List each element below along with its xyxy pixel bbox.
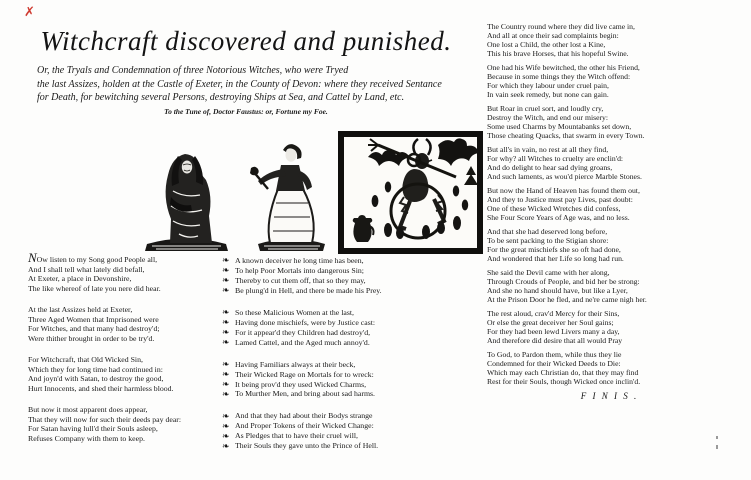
- poem-line-text: At the last Assizes held at Exeter,: [28, 305, 133, 314]
- poem-line-text: As Pledges that to have their cruel will,: [235, 431, 358, 441]
- poem-line: [487, 31, 732, 40]
- fleuron-ornament-icon: ❧: [222, 378, 230, 389]
- poem-line-text: To Murther Men, and bring about sad harms.: [235, 389, 375, 399]
- fleuron-ornament-icon: ❧: [222, 369, 230, 380]
- fleuron-ornament-icon: ❧: [222, 265, 230, 276]
- subtitle-line: the last Assizes, holden at the Castle of Exeter, in the County of Devon: where they received Sentance: [37, 78, 442, 90]
- poem-line: [487, 81, 732, 90]
- poem-line: [487, 49, 732, 58]
- poem-line-text: One had his Wife bewitched, the other his Friend,: [487, 63, 640, 72]
- poem-line: [222, 389, 394, 399]
- poem-line: [222, 338, 394, 348]
- poem-line: [487, 122, 732, 131]
- poem-line: [28, 374, 223, 384]
- poem-line: [28, 365, 223, 375]
- devil-scene-woodcut-icon: [338, 131, 483, 254]
- fleuron-ornament-icon: ❧: [222, 440, 230, 451]
- poem-line-text: It being prov'd they used Wicked Charms,: [235, 379, 367, 389]
- poem-line: [28, 334, 223, 344]
- poem-line-text: To be sent packing to the Stigian shore:: [487, 236, 609, 245]
- poem-line-text: Because in some things they the Witch offend:: [487, 72, 631, 81]
- jug-icon: [353, 215, 374, 242]
- poem-line-text: And she no hand should have, but like a Lyer,: [487, 286, 628, 295]
- poem-line-text: And joyn'd with Satan, to destroy the good,: [28, 374, 164, 383]
- poem-line: [487, 154, 732, 163]
- finis-label: F I N I S .: [580, 391, 639, 401]
- poem-line-text: For which they labour under cruel pain,: [487, 81, 609, 90]
- poem-line: [487, 172, 732, 181]
- poem-line-text: Or else the great deceiver her Soul gains;: [487, 318, 614, 327]
- poem-line: [222, 360, 394, 370]
- poem-line-text: Lamed Cattel, and the Aged much annoy'd.: [235, 337, 370, 347]
- poem-line: [487, 254, 732, 263]
- witch-with-distaff-woodcut-icon: [248, 137, 333, 255]
- poem-column-middle: [222, 256, 394, 463]
- poem-stanza: [222, 256, 394, 296]
- poem-line-text: Some used Charms by Mountabanks set down,: [487, 122, 632, 131]
- poem-line-text: And I shall tell what lately did befall,: [28, 264, 145, 274]
- poem-line-text: Refuses Company with them to keep.: [28, 433, 145, 443]
- poem-line: [28, 305, 223, 315]
- poem-stanza: [222, 360, 394, 400]
- poem-line-text: Having Familiars always at their beck,: [235, 359, 356, 369]
- poem-line: [487, 131, 732, 140]
- poem-line-text: The Country round where they did live came in,: [487, 22, 635, 31]
- poem-line: [487, 204, 732, 213]
- poem-column-left: [28, 250, 223, 455]
- poem-line: [487, 104, 732, 113]
- poem-line-text: But Roar in cruel sort, and loudly cry,: [487, 104, 604, 113]
- poem-line: [487, 40, 732, 49]
- fleuron-ornament-icon: ❧: [222, 327, 230, 338]
- fleuron-ornament-icon: ❧: [222, 420, 230, 431]
- fleuron-ornament-icon: ❧: [222, 388, 230, 399]
- poem-line: [28, 434, 223, 444]
- poem-line-text: And all at once their sad complaints begin:: [487, 31, 619, 40]
- poem-stanza: [28, 355, 223, 393]
- poem-stanza: [28, 250, 223, 293]
- poem-line: [222, 421, 394, 431]
- poem-line-text: NOw listen to my Song good People all,: [28, 250, 158, 265]
- poem-line: [28, 315, 223, 325]
- poem-line: [487, 90, 732, 99]
- poem-line-text: And such laments, as wou'd pierce Marble Stones.: [487, 172, 642, 181]
- poem-line-text: But all's in vain, no rest at all they find,: [487, 145, 609, 154]
- poem-line: [487, 268, 732, 277]
- poem-line-text: Those cheating Quacks, that swarm in every Town.: [487, 131, 645, 140]
- fleuron-ornament-icon: ❧: [222, 359, 230, 370]
- poem-line: [222, 256, 394, 266]
- poem-line: [487, 277, 732, 286]
- poem-line-text: Destroy the Witch, and end our misery:: [487, 113, 609, 122]
- poem-line: [28, 274, 223, 284]
- fleuron-ornament-icon: ❧: [222, 255, 230, 266]
- poem-line: [222, 411, 394, 421]
- poem-line: [487, 145, 732, 154]
- poem-line: [487, 186, 732, 195]
- poem-line-text: And therefore did desire that all would Pray: [487, 336, 623, 345]
- poem-line: [487, 213, 732, 222]
- poem-stanza: [222, 308, 394, 348]
- poem-line: [487, 236, 732, 245]
- fleuron-ornament-icon: ❧: [222, 317, 230, 328]
- poem-line-text: To God, to Pardon them, while thus they lie: [487, 350, 622, 359]
- poem-line: [28, 265, 223, 275]
- poem-line: [487, 318, 732, 327]
- poem-line: [222, 441, 394, 451]
- poem-line-text: For Witchcraft, that Old Wicked Sin,: [28, 355, 143, 364]
- poem-line-text: To help Poor Mortals into dangerous Sin;: [235, 265, 364, 275]
- poem-line-text: Three Aged Women that Imprisoned were: [28, 314, 159, 324]
- poem-line-text: Were thither brought in order to be try'd.: [28, 333, 155, 343]
- poem-line: [487, 195, 732, 204]
- poem-line-text: Which they for long time had continued in:: [28, 364, 163, 374]
- poem-line: [487, 368, 732, 377]
- poem-line-text: And do delight to hear sad dying groans,: [487, 163, 613, 172]
- poem-line: [487, 359, 732, 368]
- poem-line-text: And they to Justice must pay Lives, past doubt:: [487, 195, 633, 204]
- poem-line-text: Which may each Christian do, that they may find: [487, 368, 639, 377]
- poem-line-text: Through Crouds of People, and bid her be strong:: [487, 277, 640, 286]
- poem-line: [28, 415, 223, 425]
- poem-line-text: Rest for their Souls, though Wicked once inclin'd.: [487, 377, 641, 386]
- poem-stanza: [487, 350, 732, 386]
- poem-line-text: Hurt Innocents, and shed their harmless blood.: [28, 383, 174, 393]
- poem-line-text: So these Malicious Women at the last,: [235, 307, 354, 317]
- poem-stanza: [487, 268, 732, 304]
- poem-line-text: And that she had deserved long before,: [487, 227, 608, 236]
- poem-line: [487, 113, 732, 122]
- poem-line-text: For it appear'd they Children had destroy'd,: [235, 327, 371, 337]
- poem-line: [222, 308, 394, 318]
- poem-line: [28, 405, 223, 415]
- poem-line-text: For Witches, and that many had destroy'd;: [28, 324, 160, 333]
- poem-stanza: [222, 411, 394, 451]
- poem-line: [487, 309, 732, 318]
- poem-line: [222, 318, 394, 328]
- witch-figure: [166, 154, 212, 243]
- poem-line: [487, 63, 732, 72]
- poem-line-text: At Exeter, a place in Devonshire,: [28, 274, 132, 283]
- poem-line-text: Thereby to cut them off, that so they may,: [235, 275, 366, 285]
- poem-line: [487, 22, 732, 31]
- poem-line: [222, 286, 394, 296]
- poem-line: [487, 163, 732, 172]
- poem-stanza: [487, 63, 732, 99]
- poem-line: [487, 336, 732, 345]
- poem-stanza: [487, 309, 732, 345]
- poem-stanza: [487, 22, 732, 58]
- poem-line-text: For Satan having lull'd their Souls asleep,: [28, 424, 158, 433]
- poem-line-text: Their Souls they gave unto the Prince of Hell.: [235, 441, 379, 451]
- scan-speck-marks: [716, 436, 718, 449]
- poem-stanza: [487, 104, 732, 140]
- subtitle: [37, 64, 467, 105]
- poem-line: [487, 72, 732, 81]
- poem-stanza: [28, 405, 223, 443]
- poem-line: [222, 370, 394, 380]
- poem-line: [222, 328, 394, 338]
- poem-line-text: One lost a Child, the other lost a Kine,: [487, 40, 606, 49]
- poem-line-text: The like whereof of late you nere did hear.: [28, 283, 161, 293]
- fleuron-ornament-icon: ❧: [222, 285, 230, 296]
- poem-line: [487, 245, 732, 254]
- poem-line-text: And Proper Tokens of their Wicked Change:: [235, 421, 374, 431]
- poem-line-text: One of these Wicked Wretches did confess,: [487, 204, 621, 213]
- poem-line: [222, 431, 394, 441]
- poem-line: [28, 355, 223, 365]
- witch-figure: [250, 144, 314, 243]
- poem-line: [28, 384, 223, 394]
- poem-line-text: And that they had about their Bodys strange: [235, 411, 373, 421]
- poem-line-text: For why? all Witches to cruelty are enclin'd:: [487, 154, 624, 163]
- poem-line: [222, 266, 394, 276]
- fleuron-ornament-icon: ❧: [222, 275, 230, 286]
- poem-line-text: For they had been lewd Livers many a day,: [487, 327, 620, 336]
- poem-line-text: Having done mischiefs, were by Justice cast:: [235, 317, 376, 327]
- poem-line-text: In vain seek remedy, but none can gain.: [487, 90, 609, 99]
- poem-line-text: A known deceiver he long time has been,: [235, 256, 364, 265]
- poem-stanza: [487, 227, 732, 263]
- poem-line-text: For the great mischiefs she so oft had done,: [487, 245, 621, 254]
- tune-line: To the Tune of, Doctor Faustus: or, Fortune my Foe.: [164, 107, 328, 116]
- poem-line-text: This his brave Horses, that his hopeful Swine.: [487, 49, 629, 58]
- poem-line-text: She said the Devil came with her along,: [487, 268, 610, 277]
- poem-line: [487, 286, 732, 295]
- fleuron-ornament-icon: ❧: [222, 410, 230, 421]
- red-x-broken-image-icon: ✗: [24, 5, 35, 20]
- poem-line: [28, 424, 223, 434]
- poem-line-text: That they will now for such their deeds pay dear:: [28, 414, 182, 424]
- poem-line: [487, 350, 732, 359]
- poem-line: [487, 227, 732, 236]
- poem-line-text: Their Wicked Rage on Mortals for to wreck:: [235, 369, 374, 379]
- poem-column-right: [487, 22, 732, 401]
- poem-line: [28, 324, 223, 334]
- poem-line-text: But now it most apparent does appear,: [28, 405, 148, 414]
- poem-line-text: She Four Score Years of Age was, and no less.: [487, 213, 630, 222]
- poem-line: [487, 377, 732, 386]
- poem-stanza: [28, 305, 223, 343]
- poem-line: [222, 276, 394, 286]
- poem-line-text: Condemned for their Wicked Deeds to Die:: [487, 359, 621, 368]
- poem-line: [222, 380, 394, 390]
- poem-line: [28, 284, 223, 294]
- poem-line: [28, 250, 223, 265]
- poem-line-text: At the Prison Door he fled, and ne're came nigh her.: [487, 295, 647, 304]
- page-title: Witchcraft discovered and punished.: [40, 26, 452, 56]
- subtitle-line: for Death, for bewitching several Persons, destroying Ships at Sea, and Cattel by Land, etc.: [37, 92, 405, 103]
- standing-witch-woodcut-icon: [140, 149, 233, 254]
- poem-line-text: Be plung'd in Hell, and there be made his Prey.: [235, 285, 382, 295]
- poem-line-text: The rest aloud, crav'd Mercy for their Sins,: [487, 309, 620, 318]
- poem-line: [487, 327, 732, 336]
- poem-line: [487, 295, 732, 304]
- subtitle-line: Or, the Tryals and Condemnation of three Notorious Witches, who were Tryed: [37, 65, 349, 76]
- poem-line-text: But now the Hand of Heaven has found them out,: [487, 186, 640, 195]
- poem-line-text: And wondered that her Life so long had run.: [487, 254, 624, 263]
- poem-stanza: [487, 145, 732, 181]
- fleuron-ornament-icon: ❧: [222, 430, 230, 441]
- poem-stanza: [487, 186, 732, 222]
- fleuron-ornament-icon: ❧: [222, 337, 230, 348]
- fleuron-ornament-icon: ❧: [222, 307, 230, 318]
